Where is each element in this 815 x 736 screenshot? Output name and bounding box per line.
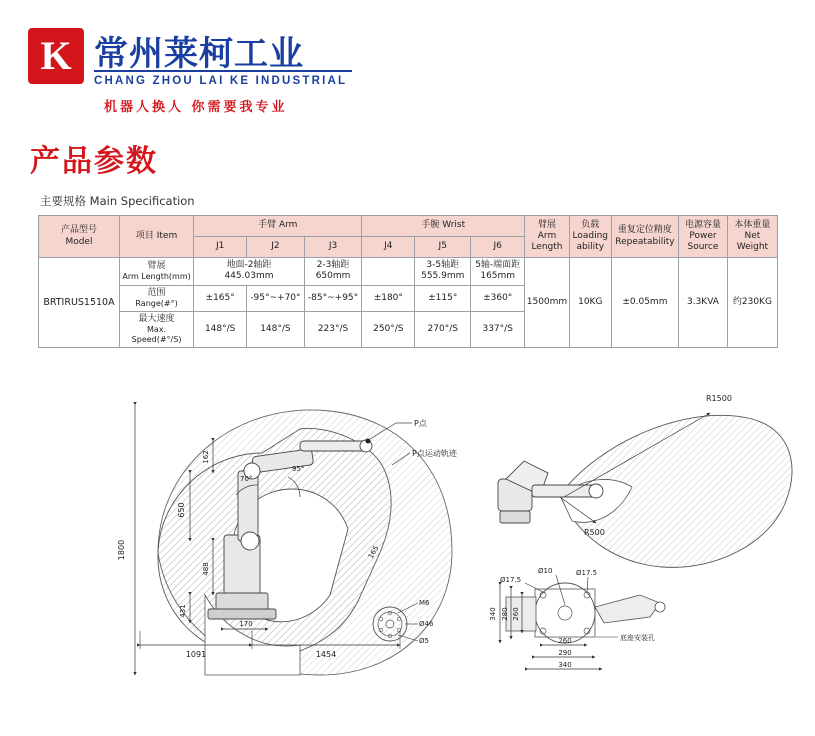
- cell-arm-j3-line2: 650mm: [315, 271, 351, 282]
- cell-item-max-speed-en: Max. Speed(#°/S): [131, 325, 182, 344]
- label-base-340h: 340: [558, 661, 572, 669]
- label-base-d10: Ø10: [538, 567, 553, 575]
- label-base-d175b: Ø17.5: [576, 569, 598, 577]
- header-repeatability: [611, 216, 678, 258]
- cell-arm-j1-line2: 445.03mm: [224, 271, 274, 282]
- cell-load-value: 10KG: [569, 258, 611, 348]
- cell-weight-value: 约230KG: [727, 258, 777, 348]
- company-name-cn: 常州莱柯工业: [94, 34, 304, 74]
- cell-wrist-j6-length: [471, 258, 525, 286]
- header-axis-j6: J6: [471, 237, 525, 258]
- header-axis-j1: J1: [194, 237, 247, 258]
- header-power-en2: Source: [687, 242, 719, 253]
- header-load-cn: 负载: [581, 219, 600, 230]
- logo-letter: K: [40, 33, 72, 78]
- label-base-340v: 340: [489, 607, 497, 621]
- header-load-en1: Loading: [572, 230, 609, 241]
- header-model-cn: 产品型号: [60, 225, 97, 236]
- cell-speed-j2: 148°/S: [247, 311, 305, 347]
- cell-wrist-j5-line1: 3-5轴距: [426, 260, 460, 270]
- label-base-260h: 260: [558, 637, 572, 645]
- header-model-en: Model: [65, 236, 93, 247]
- cell-item-max-speed-cn: 最大速度: [138, 313, 175, 324]
- header-axis-j3: J3: [304, 237, 362, 258]
- header-repeat-cn: 重复定位精度: [617, 225, 672, 236]
- cell-arm-length-value: 1500mm: [525, 258, 570, 348]
- header-power-en1: Power: [689, 230, 717, 241]
- header-arm-length-cn: 臂展: [537, 219, 556, 230]
- label-p-trace: P点运动轨迹: [412, 449, 457, 458]
- label-dim-488: 488: [202, 562, 210, 576]
- label-dim-1091: 1091: [185, 650, 207, 659]
- cell-arm-j3-length: [304, 258, 362, 286]
- section-subtitle: 主要规格 Main Specification: [40, 194, 195, 208]
- header-power-cn: 电源容量: [684, 219, 721, 230]
- base-mounting-detail: [489, 567, 665, 669]
- label-p-point: P点: [414, 419, 427, 428]
- label-dim-165: 165: [366, 544, 381, 560]
- header-item: 项目 Item: [119, 216, 193, 258]
- page-title: 产品参数: [30, 144, 158, 179]
- dim-1800: [117, 405, 135, 675]
- label-base-d175a: Ø17.5: [500, 576, 522, 584]
- cell-model-value: BRTIRUS1510A: [39, 258, 120, 348]
- label-base-note: 底座安装孔: [620, 634, 655, 642]
- label-flange-d5: Ø5: [419, 637, 429, 645]
- label-r500: R500: [584, 528, 605, 537]
- company-name-en: CHANG ZHOU LAI KE INDUSTRIAL: [94, 70, 352, 87]
- company-logo: [28, 26, 368, 116]
- cell-speed-j3: 223°/S: [304, 311, 362, 347]
- cell-range-j4: ±180°: [362, 285, 415, 311]
- cell-arm-j3-line1: 2-3轴距: [316, 260, 350, 270]
- cell-arm-j1j2-length: [194, 258, 305, 286]
- header-arm-group: 手臂 Arm: [194, 216, 362, 237]
- cell-speed-j1: 148°/S: [194, 311, 247, 347]
- cell-range-j1: ±165°: [194, 285, 247, 311]
- cell-speed-j6: 337°/S: [471, 311, 525, 347]
- cell-wrist-j4-length: [362, 258, 415, 286]
- header-load-en2: ability: [576, 242, 605, 253]
- cell-range-j3: -85°~+95°: [304, 285, 362, 311]
- header-arm-length: [525, 216, 570, 258]
- cell-item-range: [119, 285, 193, 311]
- label-dim-162: 162: [202, 450, 210, 464]
- cell-wrist-j6-line2: 165mm: [480, 271, 516, 282]
- dim-base-340-v: [489, 585, 500, 643]
- label-flange-m6: M6: [419, 599, 430, 607]
- cell-item-arm-length-en: Arm Length(mm): [122, 271, 191, 281]
- label-angle-70: 70°: [240, 475, 253, 483]
- cell-arm-j1-line1: 地面-2轴距: [226, 260, 272, 270]
- label-flange-d46: Ø46: [419, 620, 434, 628]
- cell-repeatability-value: ±0.05mm: [611, 258, 678, 348]
- header-axis-j4: J4: [362, 237, 415, 258]
- table-header-row-1: [39, 216, 778, 237]
- company-slogan: 机器人换人 你需要我专业: [104, 100, 288, 115]
- label-dim-1454: 1454: [315, 650, 337, 659]
- label-base-260v: 260: [512, 607, 520, 621]
- cell-item-max-speed: [119, 311, 193, 347]
- cell-power-value: 3.3KVA: [679, 258, 728, 348]
- header-repeat-en: Repeatability: [615, 236, 675, 247]
- header-arm-length-en2: Length: [531, 242, 563, 253]
- label-dim-650: 650: [177, 502, 186, 518]
- table-row: [39, 258, 778, 286]
- header-weight-cn: 本体重量: [734, 219, 771, 230]
- cell-item-range-en: Range(#°): [135, 298, 178, 308]
- cell-item-arm-length-cn: 臂展: [147, 260, 166, 271]
- logo-mark-icon: [28, 28, 84, 84]
- cell-item-range-cn: 范围: [147, 287, 166, 298]
- label-angle-95: 95°: [292, 465, 305, 473]
- cell-wrist-j6-line1: 5轴-端面距: [475, 260, 521, 270]
- header-power: [679, 216, 728, 258]
- cell-speed-j4: 250°/S: [362, 311, 415, 347]
- header-load: [569, 216, 611, 258]
- header-wrist-group: 手腕 Wrist: [362, 216, 525, 237]
- cell-range-j5: ±115°: [415, 285, 471, 311]
- label-base-280v: 280: [501, 607, 509, 621]
- header-axis-j5: J5: [415, 237, 471, 258]
- cell-range-j6: ±360°: [471, 285, 525, 311]
- label-dim-170: 170: [239, 620, 253, 628]
- label-base-290h: 290: [558, 649, 572, 657]
- header-model: [39, 216, 120, 258]
- technical-drawing: [0, 345, 815, 695]
- header-axis-j2: J2: [247, 237, 305, 258]
- side-view-envelope: [117, 405, 458, 675]
- label-dim-431: 431: [179, 604, 187, 618]
- cell-speed-j5: 270°/S: [415, 311, 471, 347]
- label-dim-1800: 1800: [117, 539, 126, 561]
- cell-wrist-j5-line2: 555.9mm: [421, 271, 465, 282]
- dim-base-340-h: [528, 661, 602, 669]
- cell-item-arm-length: [119, 258, 193, 286]
- specification-table: [38, 215, 778, 348]
- top-view-envelope: [498, 394, 792, 567]
- cell-range-j2: -95°~+70°: [247, 285, 305, 311]
- header-arm-length-en1: Arm: [537, 230, 557, 241]
- dim-base-290-h: [535, 649, 595, 657]
- header-weight-en: Net Weight: [736, 230, 769, 253]
- label-r1500: R1500: [706, 394, 732, 403]
- cell-wrist-j5-length: [415, 258, 471, 286]
- header-weight: [727, 216, 777, 258]
